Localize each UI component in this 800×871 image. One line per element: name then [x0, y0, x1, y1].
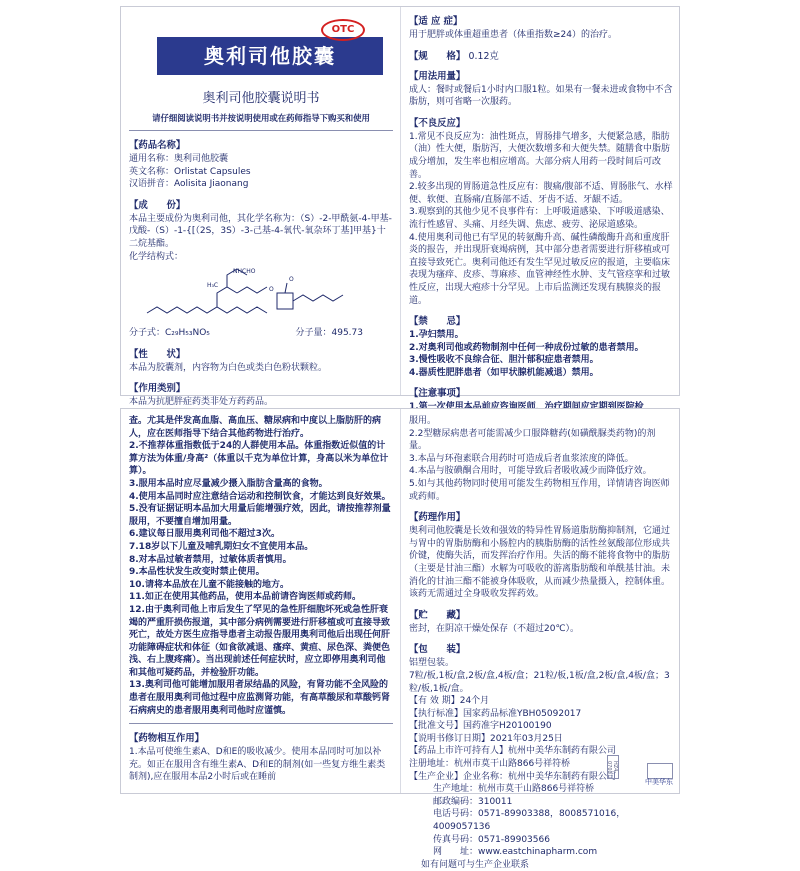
pharmacology-heading: 【药理作用】	[409, 512, 466, 524]
properties-text: 本品为胶囊剂，内容物为白色或类白色粉状颗粒。	[129, 362, 328, 373]
molecular-formula: 分子式：C₂₉H₅₃NO₅	[129, 328, 210, 339]
composition-text: 本品主要成份为奥利司他，其化学名称为：（S）-2-甲酰氨-4-甲基-戊酸-（S）-1-{[（2S，3S）-3-己基-4-氧代-氧杂环丁基]甲基}十二烷基酯。	[129, 213, 392, 249]
spec-value: 0.12克	[468, 50, 499, 62]
section-rule	[129, 723, 393, 724]
back-left-column	[121, 409, 401, 793]
approval-line: 【批准文号】国药准字H20100190	[409, 721, 552, 732]
chemical-structure	[129, 263, 393, 327]
svg-text:O: O	[289, 276, 294, 284]
usage-heading: 【用法用量】	[409, 70, 466, 82]
company-logo	[627, 765, 673, 787]
indication-heading: 【适 应 症】	[409, 16, 463, 27]
phone-line: 电话号码：0571-89903388，8008571016，4009057136	[433, 809, 626, 833]
spec-label: 【规 格】	[409, 50, 466, 62]
revision-line: 【说明书修订日期】2021年03月25日	[409, 733, 563, 744]
contraindication-item: 3.慢性吸收不良综合征、胆汁郁积症患者禁用。	[409, 355, 599, 366]
properties-heading: 【性 状】	[129, 348, 186, 360]
caution-continued-text: 查。尤其是伴发高血脂、高血压、糖尿病和中度以上脂肪肝的病人，应在医师指导下结合其他药物进行治疗。 2.不推荐体重指数低于24的人群使用本品。体重指数近似值的计算方法为体重/身高²（体重以千克为单位计算，身高以米为单位计算）。 3.服用本品时应尽量减少摄入脂肪含量高的食物。 4.使用本品同时应注意结合运动和控制饮食，才能达到良好效果。 5.没有证据证明本品加大用量后能增强疗效，因此，请按推荐剂量服用，不要擅自增加用量。 6.建议每日服用奥利司他不超过3次。 7.18岁以下儿童及哺乳期妇女不宜使用本品。 8.对本品过敏者禁用，过敏体质者慎用。 9.本品性状发生改变时禁止使用。 10.请将本品放在儿童不能接触的地方。 11.如正在使用其他药品，使用本品前请咨询医师或药师。 12.由于奥利司他上市后发生了罕见的急性肝细胞坏死或急性肝衰竭的严重肝损伤报道，其中部分病例需要进行肝移植或可直接导致死亡，故处方医生应指导患者主动报告服用奥利司他后出现任何肝功能障碍症状和体征（如食欲减退、瘙痒、黄疸、尿色深、粪便色浅、右上腹疼痛）。当出现前述任何症状时，应立即停用奥利司他和其他可疑药品，并检验肝功能。 13.奥利司他可能增加服用者尿结晶的风险，有肾功能不全风险的患者在服用奥利司他过程中应监测肾功能，有高草酸尿和草酸钙肾石病病史的患者服用奥利司他时应谨慎。	[129, 416, 391, 716]
logo-wordmark: 中美华东	[645, 778, 673, 786]
package-text: 铝塑包装。 7粒/板,1板/盒,2板/盒,4板/盒；21粒/板,1板/盒,2板/盒,4板/盒；3粒/板,1板/盒。	[409, 658, 670, 694]
molecular-weight: 分子量：495.73	[295, 328, 363, 339]
adverse-text: 1.常见不良反应为：油性斑点，胃肠排气增多，大便紧急感，脂肪（油）性大便，脂肪泻，大便次数增多和大便失禁。随膳食中脂肪成分增加，发生率也相应增高。大部分病人用药一段时间后可改善。 2.较多出现的胃肠道急性反应有：腹痛/腹部不适、胃肠胀气、水样便、软便、直肠痛/直肠部不适、牙齿不适、牙龈不适。 3.观察到的其他少见不良事件有：上呼吸道感染、下呼吸道感染、流行性感冒、头痛、月经失调、焦虑、疲劳、泌尿道感染。 4.使用奥利司他已有罕见的转氨酶升高、碱性磷酸酶升高和重度肝炎的报告，并出现肝衰竭病例，其中部分患者需要进行肝移植或可直接导致死亡。奥利司他还有发生罕见过敏反应的报道，主要临床表现为瘙痒、皮疹、荨麻疹、血管神经性水肿、支气管痉挛和过敏性反应，出现大疱疹十分罕见。上市后监测还发现有胰腺炎的报道。	[409, 131, 673, 306]
front-left-column	[121, 7, 401, 408]
composition-heading: 【成 份】	[129, 199, 186, 211]
usage-text: 成人：餐时或餐后1小时内口服1粒。如果有一餐未进或食物中不含脂肪，则可省略一次服药。	[409, 84, 673, 108]
molecule-drawing-icon	[137, 263, 377, 327]
manufacturer-line: 【生产企业】企业名称：杭州中美华东制药有限公司	[409, 771, 617, 782]
contraindication-heading: 【禁 忌】	[409, 316, 466, 328]
front-right-column	[401, 7, 681, 400]
indication-text: 用于肥胖或体重超重患者（体重指数≥24）的治疗。	[409, 30, 617, 40]
drug-name-heading: 【药品名称】	[129, 140, 186, 151]
standard-line: 【执行标准】国家药品标准YBH05092017	[409, 708, 582, 719]
category-heading: 【作用类别】	[129, 383, 186, 395]
leaflet-page-front	[120, 6, 680, 408]
interaction-heading: 【药物相互作用】	[129, 733, 205, 745]
contact-line: 如有问题可与生产企业联系	[421, 859, 530, 870]
category-text: 本品为抗肥胖症药类非处方药药品。	[129, 397, 274, 408]
svg-text:NHCHO: NHCHO	[233, 268, 256, 276]
molecular-info	[129, 327, 393, 340]
production-address-line: 生产地址：杭州市莫干山路866号祥符桥	[433, 784, 595, 795]
storage-text: 密封，在阴凉干燥处保存（不超过20℃）。	[409, 623, 580, 634]
storage-heading: 【贮 藏】	[409, 609, 466, 621]
pinyin-name: 汉语拼音：Aolisita Jiaonang	[129, 179, 249, 190]
generic-name: 通用名称：奥利司他胶囊	[129, 154, 229, 164]
interaction-text: 1.本品可使维生素A、D和E的吸收减少。使用本品同时可加以补充。如正在服用含有维生素A、D和E的制剂(如一些复方维生素类制剂),应在服用本品2小时后或在睡前	[129, 747, 386, 783]
fax-line: 传真号码：0571-89903566	[433, 834, 550, 845]
product-title-banner: 奥利司他胶囊	[157, 37, 383, 75]
otc-badge: OTC	[321, 19, 365, 41]
validity-line: 【有 效 期】24个月	[409, 696, 490, 707]
english-name: 英文名称：Orlistat Capsules	[129, 166, 251, 177]
contraindication-item: 1.孕妇禁用。	[409, 330, 464, 341]
registered-address-line: 注册地址：杭州市莫干山路866号祥符桥	[409, 759, 571, 770]
svg-text:O: O	[269, 286, 274, 294]
adverse-heading: 【不良反应】	[409, 117, 466, 129]
caution-heading: 【注意事项】	[409, 388, 466, 400]
print-code: HZ4-0703	[607, 755, 619, 779]
spec-heading	[409, 48, 673, 62]
contraindication-item: 2.对奥利司他或药物制剂中任何一种成份过敏的患者禁用。	[409, 342, 644, 353]
postcode-line: 邮政编码：310011	[433, 796, 513, 807]
contraindication-item: 4.器质性肥胖患者（如甲状腺机能减退）禁用。	[409, 367, 599, 378]
back-right-column	[401, 409, 681, 870]
usage-notice: 请仔细阅读说明书并按说明使用或在药师指导下购买和使用	[152, 113, 370, 123]
package-heading: 【包 装】	[409, 644, 466, 656]
website-line: 网 址：www.eastchinapharm.com	[433, 847, 598, 858]
pharmacology-text: 奥利司他胶囊是长效和强效的特异性胃肠道脂肪酶抑制剂，它通过与胃中的胃脂肪酶和小肠腔内的胰脂肪酶的活性丝氨酸部位形成共价键，使酶失活，而发挥治疗作用。失活的酶不能将食物中的脂肪（主要是甘油三酯）水解为可吸收的游离脂肪酸和单酰基甘油。未消化的甘油三酯不能被身体吸收，从而减少热量摄入，控制体重。该药无需通过全身吸收发挥药效。	[409, 526, 671, 600]
svg-text:H₃C: H₃C	[207, 282, 219, 290]
structure-label: 化学结构式：	[129, 251, 184, 262]
interaction-continued-text: 服用。 2.2型糖尿病患者可能需减少口服降糖药(如磺酰脲类药物)的剂量。 3.本品与环孢素联合用药时可造成后者血浆浓度的降低。 4.本品与胺碘酮合用时，可能导致后者吸收减少而降低疗效。 5.如与其他药物同时使用可能发生药物相互作用，详情请咨询医师或药师。	[409, 416, 670, 502]
section-rule	[129, 130, 393, 131]
leaflet-page-back	[120, 408, 680, 870]
leaflet-subtitle: 奥利司他胶囊说明书	[202, 91, 320, 106]
license-holder-line: 【药品上市许可持有人】杭州中美华东制药有限公司	[409, 746, 617, 757]
